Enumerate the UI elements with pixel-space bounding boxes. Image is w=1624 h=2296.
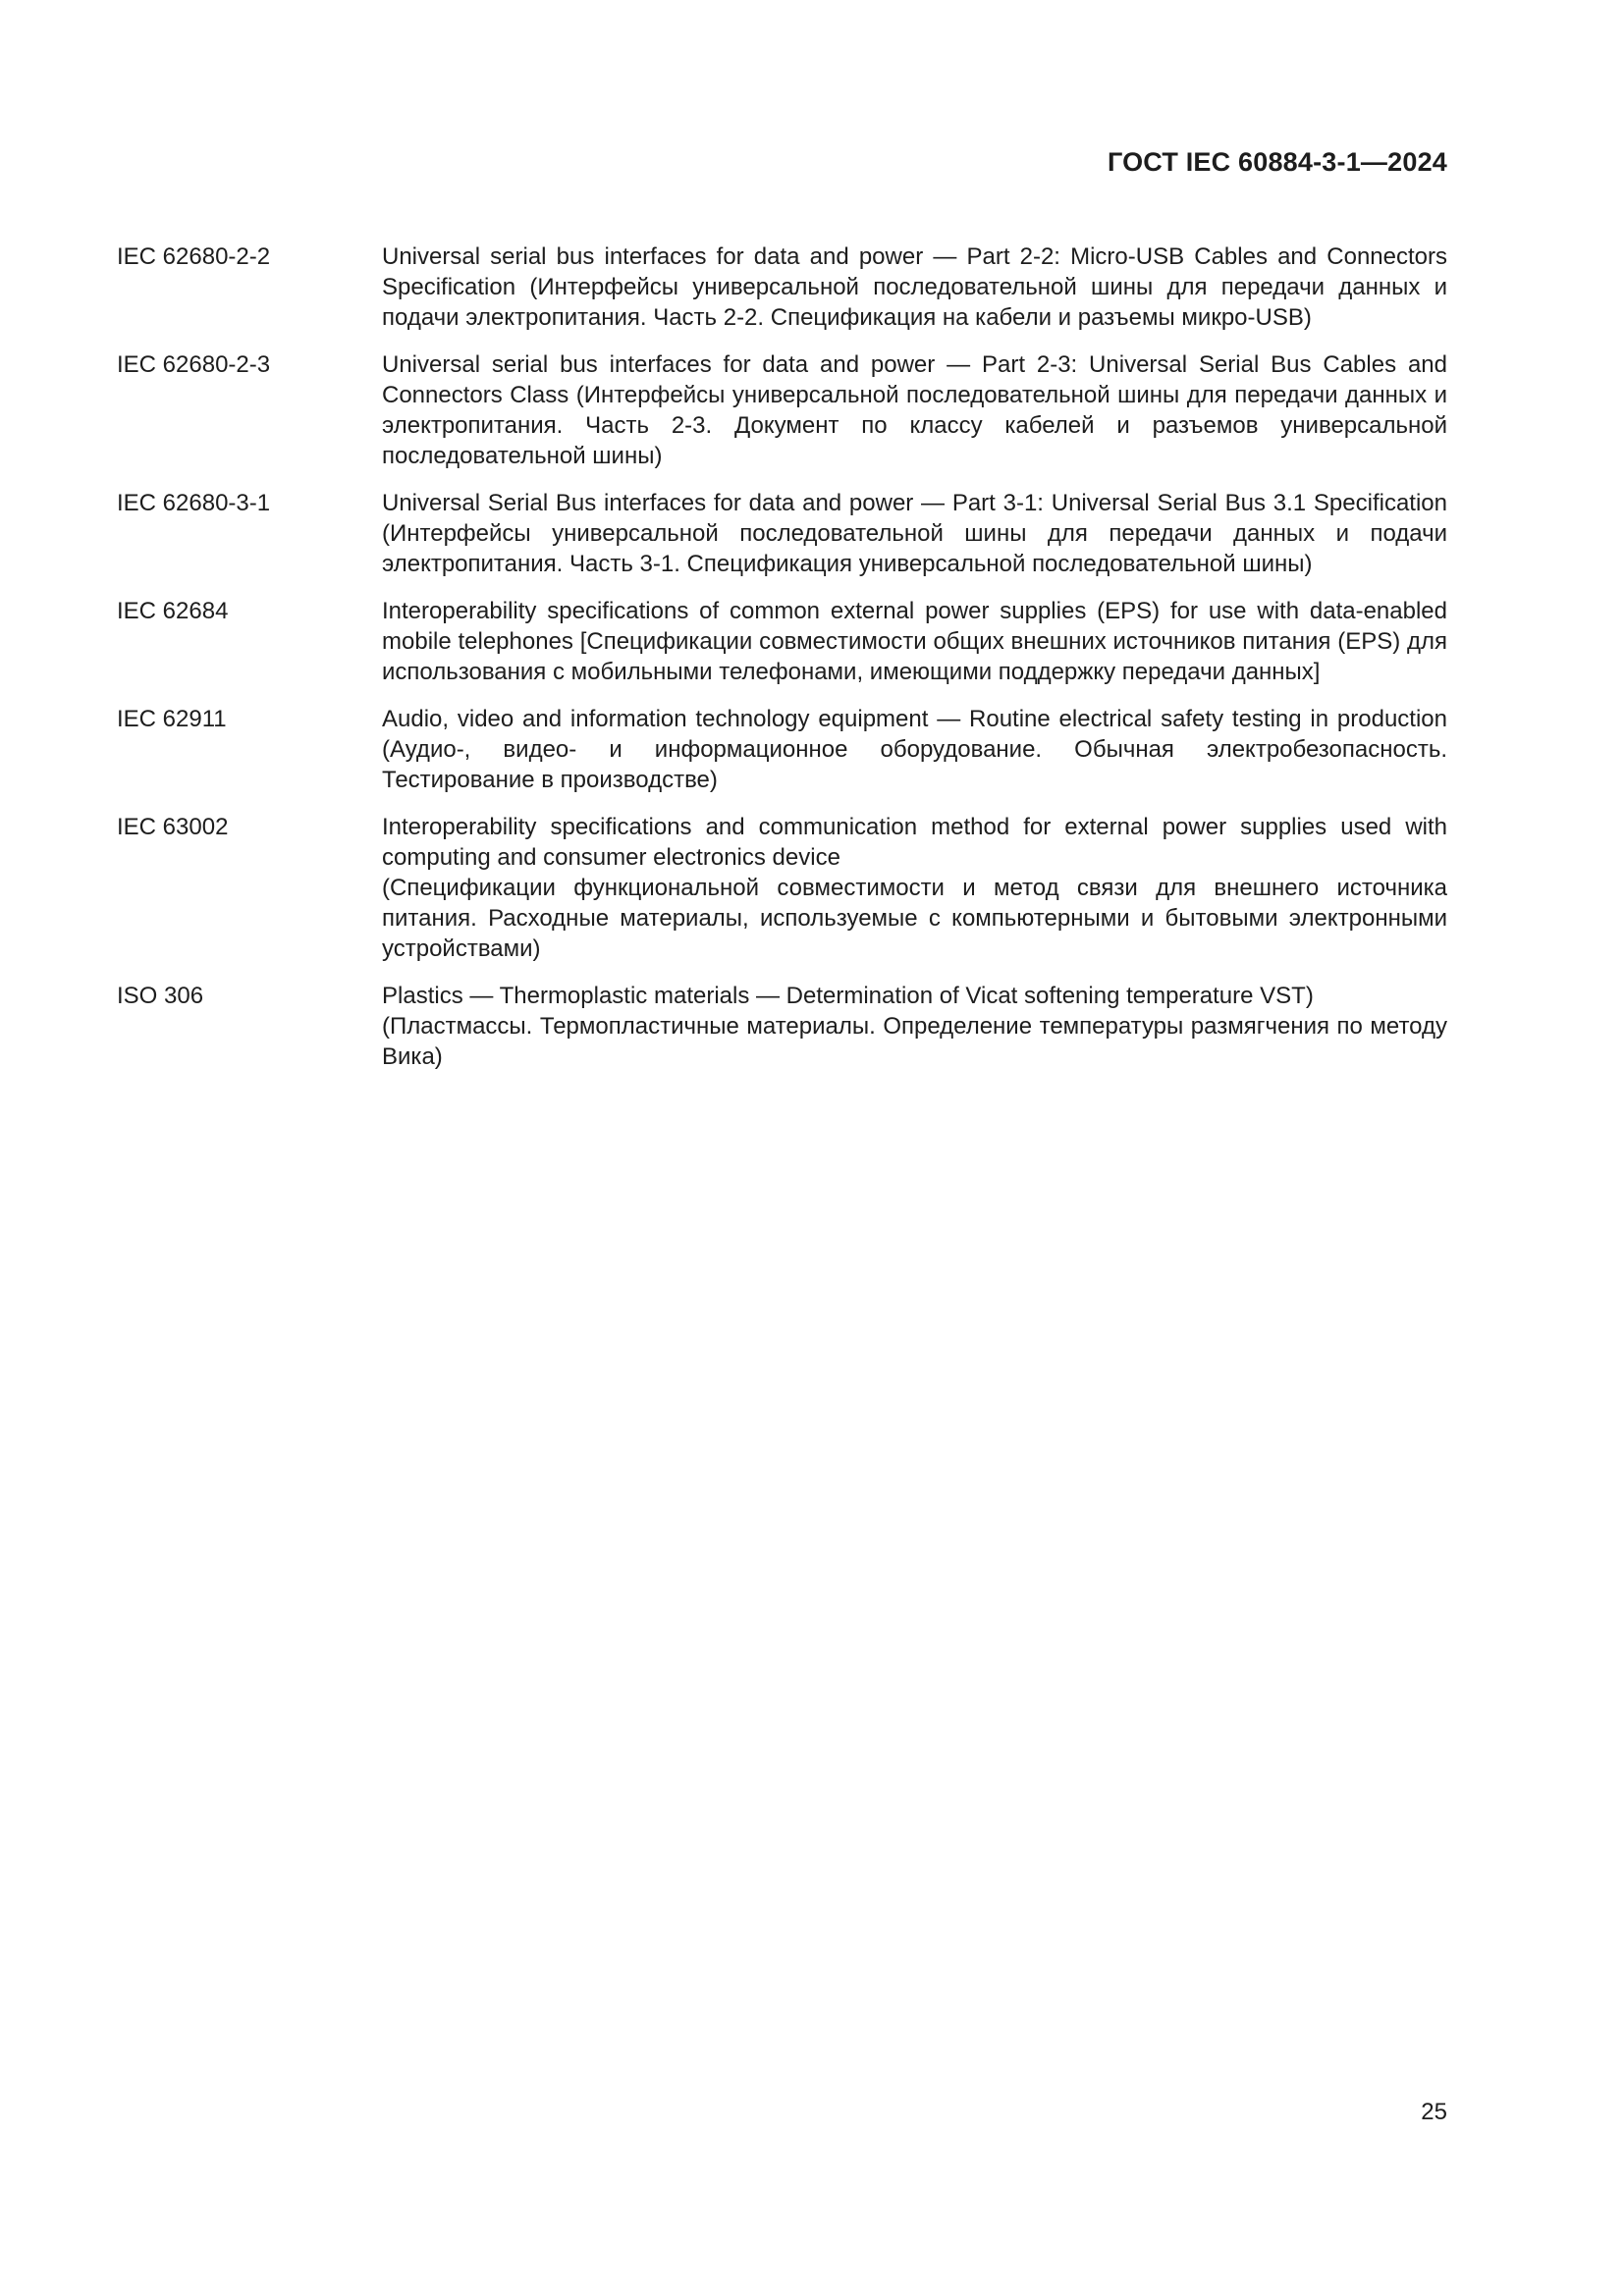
normative-references-list xyxy=(117,241,1447,1089)
reference-entry xyxy=(117,349,1447,471)
reference-title-text: Plastics — Thermoplastic materials — Determination of Vicat softening temperature VST) xyxy=(382,983,1314,1009)
reference-title-translation: (Спецификации функциональной совместимости и метод связи для внешнего источника питания. Расходные материалы, используемые с компьютерными и бытовыми электронными устройствами) xyxy=(382,875,1447,962)
reference-entry xyxy=(117,596,1447,687)
reference-title-text: Universal Serial Bus interfaces for data and power — Part 3-1: Universal Serial Bus 3.1 Specification (Интерфейсы универсальной последовательной шины для передачи данных и подачи электропитания. Часть 3-1. Спецификация универсальной последовательной шины) xyxy=(382,490,1447,577)
reference-code: ISO 306 xyxy=(117,983,204,1009)
reference-title-translation: (Пластмассы. Термопластичные материалы. Определение температуры размягчения по методу Вика) xyxy=(382,1013,1447,1070)
reference-title-text: Interoperability specifications of common external power supplies (EPS) for use with data-enabled mobile telephones [Спецификации совместимости общих внешних источников питания (EPS) для использования с мобильными телефонами, имеющими поддержку передачи данных] xyxy=(382,598,1447,685)
reference-entry xyxy=(117,981,1447,1072)
reference-code: IEC 62680-2-2 xyxy=(117,243,271,270)
reference-entry xyxy=(117,241,1447,333)
reference-code: IEC 62680-3-1 xyxy=(117,490,271,516)
reference-title xyxy=(382,981,1447,1072)
reference-code: IEC 63002 xyxy=(117,814,229,840)
reference-code: IEC 62911 xyxy=(117,706,227,732)
reference-code: IEC 62684 xyxy=(117,598,229,624)
page-number: 25 xyxy=(1421,2099,1447,2125)
reference-entry xyxy=(117,704,1447,795)
reference-title-text: Audio, video and information technology equipment — Routine electrical safety testing in production (Аудио-, видео- и информационное оборудование. Обычная электробезопасность. Тестирование в производстве) xyxy=(382,706,1447,793)
reference-title xyxy=(382,704,1447,795)
reference-title xyxy=(382,241,1447,333)
reference-title xyxy=(382,596,1447,687)
reference-title xyxy=(382,812,1447,964)
reference-title xyxy=(382,488,1447,579)
reference-code: IEC 62680-2-3 xyxy=(117,351,271,378)
reference-title-text: Universal serial bus interfaces for data and power — Part 2-3: Universal Serial Bus Cables and Connectors Class (Интерфейсы универсальной последовательной шины для передачи данных и электропитания. Часть 2-3. Документ по классу кабелей и разъемов универсальной последовательной шины) xyxy=(382,351,1447,469)
reference-entry xyxy=(117,812,1447,964)
reference-title-text: Interoperability specifications and communication method for external power supplies used with computing and consumer electronics device xyxy=(382,814,1447,871)
document-code-header: ГОСТ IEC 60884-3-1—2024 xyxy=(1107,147,1447,177)
reference-title-text: Universal serial bus interfaces for data and power — Part 2-2: Micro-USB Cables and Connectors Specification (Интерфейсы универсальной последовательной шины для передачи данных и подачи электропитания. Часть 2-2. Спецификация на кабели и разъемы микро-USB) xyxy=(382,243,1447,331)
reference-title xyxy=(382,349,1447,471)
reference-entry xyxy=(117,488,1447,579)
